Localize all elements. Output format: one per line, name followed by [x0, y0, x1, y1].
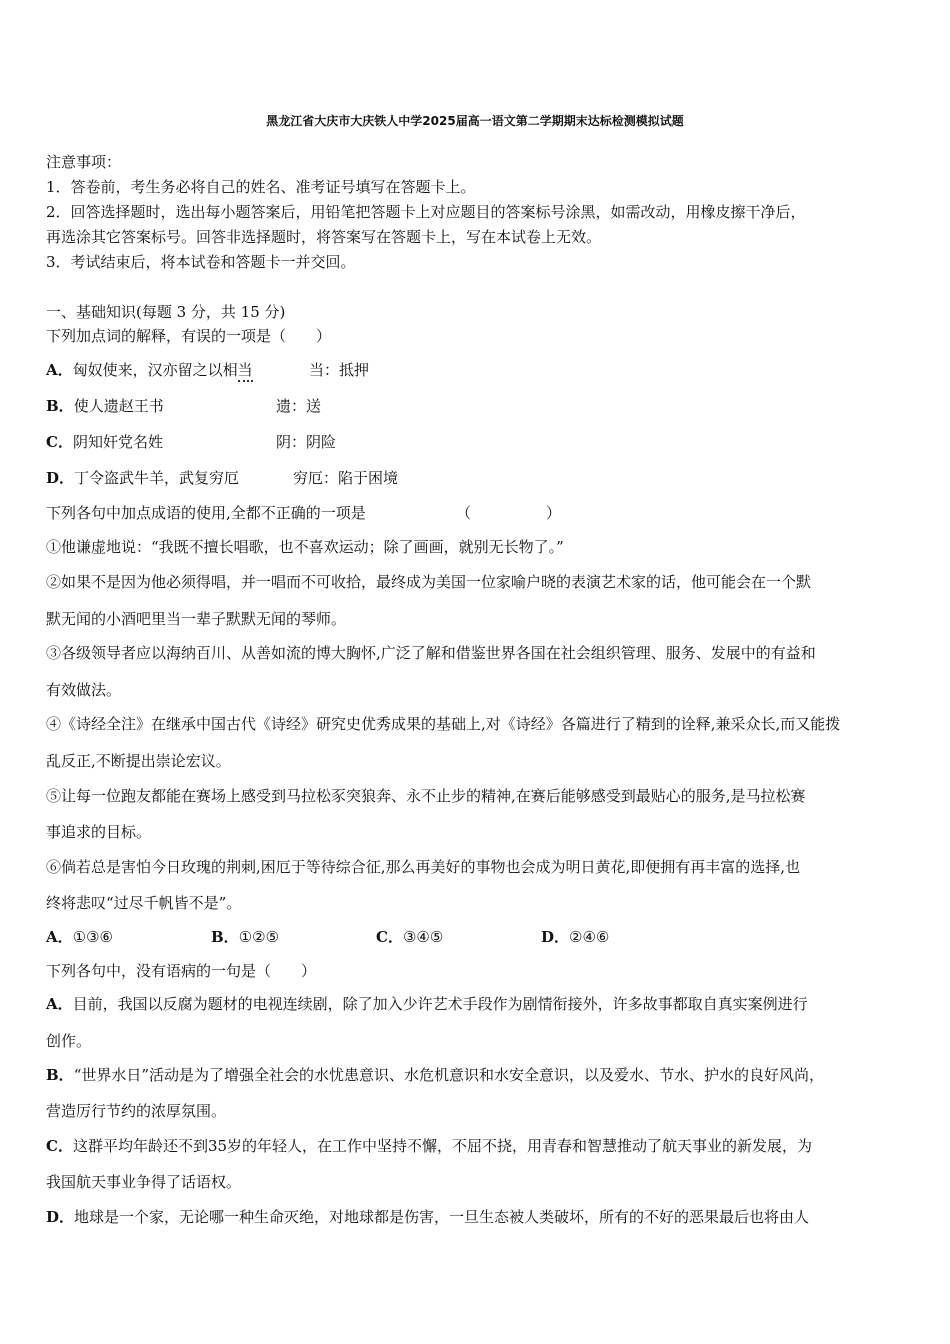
page-title: 黑龙江省大庆市大庆铁人中学2025届高一语文第二学期期末达标检测模拟试题: [266, 114, 684, 128]
option-letter: D．: [46, 1208, 75, 1226]
option-text: 创作。: [46, 1032, 92, 1050]
q2-option-b: [211, 927, 279, 947]
option-letter: B．: [46, 1066, 74, 1084]
q2-sentence: 乱反正,不断提出崇论宏议。: [46, 752, 231, 770]
option-text: ②④⑥: [569, 928, 610, 946]
q3-line: [46, 1136, 812, 1156]
q2-sentence: ②如果不是因为他必须得唱，并一唱而不可收拾，最终成为美国一位家喻户晓的表演艺术家的话，他可能会在一个默: [46, 573, 812, 591]
q1-option-a: [46, 360, 253, 380]
dotted-word: 当: [238, 361, 253, 382]
notice-item: 1．答卷前，考生务必将自己的姓名、准考证号填写在答题卡上。: [46, 178, 476, 196]
q1-option-a-gloss: 当：抵押: [309, 361, 370, 379]
q2-sentence: 有效做法。: [46, 681, 122, 699]
q1-option-d-gloss: 穷厄：陷于困境: [293, 469, 399, 487]
option-text: ①③⑥: [72, 928, 113, 946]
q3-line: [46, 1172, 241, 1192]
option-letter: B．: [46, 397, 74, 415]
q1-stem: 下列加点词的解释，有误的一项是（ ）: [46, 327, 332, 345]
q3-line: [46, 1031, 91, 1051]
option-text: 我国航天事业争得了话语权。: [46, 1173, 242, 1191]
q2-option-c: [376, 927, 443, 947]
q2-option-a: [46, 927, 113, 947]
option-text: 营造厉行节约的浓厚氛围。: [46, 1102, 227, 1120]
q1-option-b-gloss: 遗：送: [276, 397, 322, 415]
q1-option-d: [46, 468, 239, 488]
q3-line: [46, 1207, 809, 1227]
notice-item: 3．考试结束后，将本试卷和答题卡一并交回。: [46, 253, 356, 271]
q2-sentence: ⑥倘若总是害怕今日玫瑰的荆刺,困厄于等待综合征,那么再美好的事物也会成为明日黄花,即便拥有再丰富的选择,也: [46, 858, 801, 876]
q2-sentence: 终将悲叹“过尽千帆皆不是”。: [46, 894, 242, 912]
option-text: 丁令盗武牛羊，武复穷厄: [74, 469, 240, 487]
q2-option-d: [541, 927, 609, 947]
option-text: 这群平均年龄还不到35岁的年轻人，在工作中坚持不懈，不屈不挠，用青春和智慧推动了航天事业的新发展，为: [72, 1137, 813, 1155]
option-letter: C．: [376, 928, 403, 946]
option-text: 匈奴使来，汉亦留之以相: [72, 361, 238, 379]
section-heading: 一、基础知识(每题 3 分，共 15 分): [46, 303, 286, 321]
q3-line: [46, 1101, 226, 1121]
option-letter: C．: [46, 1137, 73, 1155]
option-text: 阴知奸党名姓: [72, 433, 163, 451]
option-text: ③④⑤: [402, 928, 444, 946]
option-letter: A．: [46, 928, 73, 946]
option-letter: D．: [541, 928, 570, 946]
notice-heading: 注意事项：: [46, 153, 122, 171]
q2-sentence: 默无闻的小酒吧里当一辈子默默无闻的琴师。: [46, 610, 347, 628]
q1-option-c-gloss: 阴：阴险: [276, 433, 337, 451]
q2-sentence: ④《诗经全注》在继承中国古代《诗经》研究史优秀成果的基础上,对《诗经》各篇进行了精到的诠释,兼采众长,而又能拨: [46, 715, 841, 733]
q3-line: [46, 994, 808, 1014]
q2-answer-paren: （ ）: [456, 504, 562, 522]
option-text: 使人遗赵王书: [73, 397, 164, 415]
option-letter: A．: [46, 995, 73, 1013]
option-text: “世界水日”活动是为了增强全社会的水忧患意识、水危机意识和水安全意识，以及爱水、节水、护水的良好风尚，: [73, 1066, 825, 1084]
notice-item: 2．回答选择题时，选出每小题答案后，用铅笔把答题卡上对应题目的答案标号涂黑，如需改动，用橡皮擦干净后，: [46, 203, 806, 221]
option-letter: A．: [46, 361, 73, 379]
option-text: 目前，我国以反腐为题材的电视连续剧，除了加入少许艺术手段作为剧情衔接外，许多故事都取自真实案例进行: [72, 995, 808, 1013]
option-letter: C．: [46, 433, 73, 451]
q3-stem: 下列各句中，没有语病的一句是（ ）: [46, 962, 317, 980]
q2-sentence: ⑤让每一位跑友都能在赛场上感受到马拉松豕突狼奔、永不止步的精神,在赛后能够感受到最贴心的服务,是马拉松赛: [46, 787, 806, 805]
option-text: ①②⑤: [238, 928, 280, 946]
q2-stem: 下列各句中加点成语的使用,全都不正确的一项是: [46, 504, 366, 522]
option-text: 地球是一个家，无论哪一种生命灭绝，对地球都是伤害，一旦生态被人类破坏，所有的不好的恶果最后也将由人: [74, 1208, 810, 1226]
option-letter: B．: [211, 928, 239, 946]
q1-option-b: [46, 396, 164, 416]
option-letter: D．: [46, 469, 75, 487]
q1-option-c: [46, 432, 163, 452]
notice-item: 再选涂其它答案标号。回答非选择题时，将答案写在答题卡上，写在本试卷上无效。: [46, 228, 602, 246]
q3-line: [46, 1065, 824, 1085]
q2-sentence: 事追求的目标。: [46, 823, 152, 841]
q2-sentence: ③各级领导者应以海纳百川、从善如流的博大胸怀,广泛了解和借鉴世界各国在社会组织管理、服务、发展中的有益和: [46, 644, 816, 662]
q2-sentence: ①他谦虚地说：“我既不擅长唱歌，也不喜欢运动；除了画画，就别无长物了。”: [46, 538, 564, 556]
